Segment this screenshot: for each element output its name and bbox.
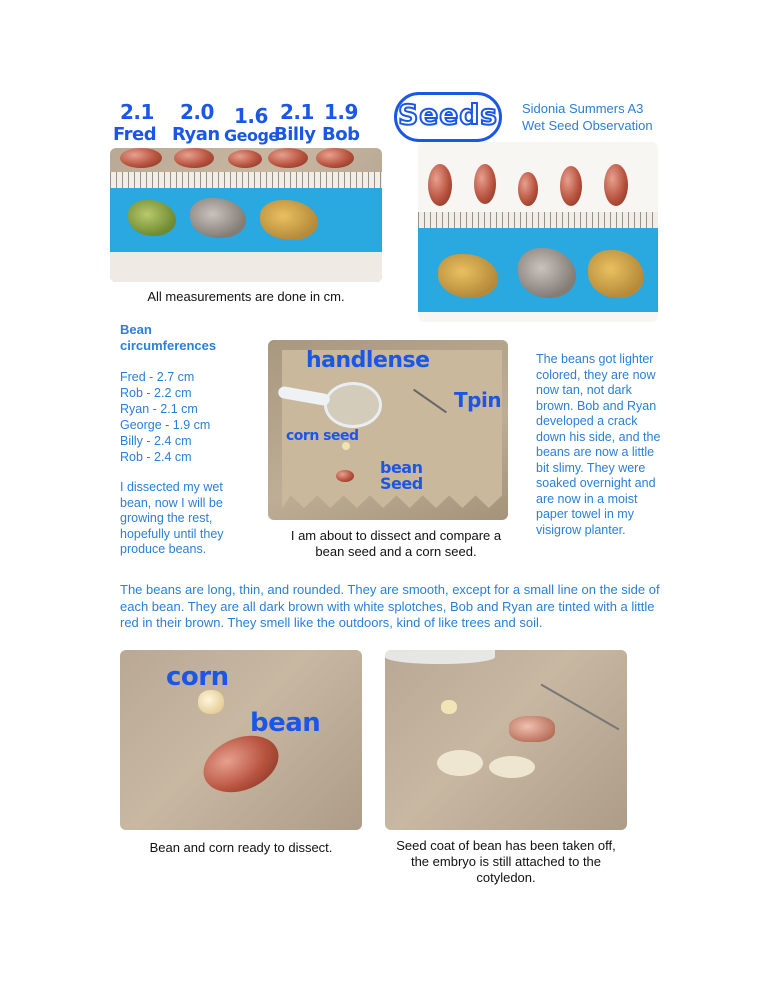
measurement-caption: All measurements are done in cm. [147, 289, 345, 304]
label-handlense: handlense [306, 348, 430, 373]
cotyledon-right [489, 756, 535, 778]
page-subtitle: Wet Seed Observation [522, 118, 653, 133]
description-paragraph: The beans are long, thin, and rounded. They are smooth, except for a small line on the side of each bean. They are all dark brown with white splotches, Bob and Ryan are tinted with a little red in their brown. They smell like the outdoors, kind of like trees and soil. [120, 582, 660, 630]
dissected-caption: Seed coat of bean has been taken off, the embryo is still attached to the cotyledon. [396, 838, 616, 885]
circumference-item: Fred - 2.7 cm [120, 370, 195, 384]
observation-right: The beans got lighter colored, they are now now tan, not dark brown. Bob and Ryan developed a crack down his side, and the beans are now a little bit slimy. They were soaked overnight and are now in a moist paper towel in my visigrow planter. [536, 352, 661, 537]
dry-name-5: Bob [322, 124, 360, 145]
wet-bean-2 [474, 164, 496, 204]
tools-caption: I am about to dissect and compare a bean seed and a corn seed. [290, 528, 502, 559]
label-bean-seed: bean Seed [380, 458, 423, 493]
circumference-item: Rob - 2.4 cm [120, 450, 192, 464]
dino-illustration [260, 200, 318, 240]
dino-illustration [518, 248, 576, 298]
dino-illustration [438, 254, 498, 298]
corn-bean-photo [120, 650, 362, 830]
label-bean: bean [250, 708, 321, 738]
dissected-photo [385, 650, 627, 830]
wet-bean-4 [560, 166, 582, 206]
dissect-note: I dissected my wet bean, now I will be growing the rest, hopefully until they produce beans. [120, 480, 224, 556]
dry-measure-2: 2.0 [180, 100, 214, 124]
dry-name-3: Geoge [224, 126, 279, 145]
circumference-item: George - 1.9 cm [120, 418, 211, 432]
ruler [418, 212, 658, 312]
corn-bean-caption: Bean and corn ready to dissect. [149, 840, 333, 855]
bean-geoge [228, 150, 262, 168]
ruler [110, 172, 382, 252]
magnifier-lens [324, 382, 382, 428]
circumference-item: Ryan - 2.1 cm [120, 402, 198, 416]
circumference-item: Billy - 2.4 cm [120, 434, 192, 448]
wet-bean-5 [604, 164, 628, 206]
bean-billy [268, 148, 308, 168]
dry-name-4: Billy [274, 124, 316, 145]
label-corn: corn [166, 662, 229, 692]
dry-measure-3: 1.6 [234, 104, 268, 128]
bean-fred [120, 148, 162, 168]
dry-measure-5: 1.9 [324, 100, 358, 124]
wet-bean-1 [428, 164, 452, 206]
dry-measure-1: 2.1 [120, 100, 154, 124]
dry-seeds-photo [110, 148, 382, 282]
corn-kernel [198, 690, 224, 714]
bean-bob [316, 148, 354, 168]
author-name: Sidonia Summers A3 [522, 101, 644, 116]
corn-kernel [441, 700, 457, 714]
dino-illustration [588, 250, 644, 298]
small-bean [336, 470, 354, 482]
bean-ryan [174, 148, 214, 168]
dry-name-1: Fred [113, 124, 157, 145]
circumference-title: Bean circumferences [120, 322, 217, 353]
dry-measure-4: 2.1 [280, 100, 314, 124]
cotyledon-left [437, 750, 483, 776]
wet-bean-3 [518, 172, 538, 206]
label-tpin: Tpin [454, 388, 502, 412]
dry-name-2: Ryan [172, 124, 220, 145]
circumference-item: Rob - 2.2 cm [120, 386, 192, 400]
dino-illustration [128, 200, 176, 236]
tools-photo [268, 340, 508, 520]
wet-seeds-photo [418, 142, 658, 322]
seeds-logo: Seeds [394, 92, 502, 142]
dino-illustration [190, 198, 246, 238]
seed-coat-pieces [509, 716, 555, 742]
label-corn-seed: corn seed [286, 428, 359, 444]
tube-edge [385, 650, 495, 664]
